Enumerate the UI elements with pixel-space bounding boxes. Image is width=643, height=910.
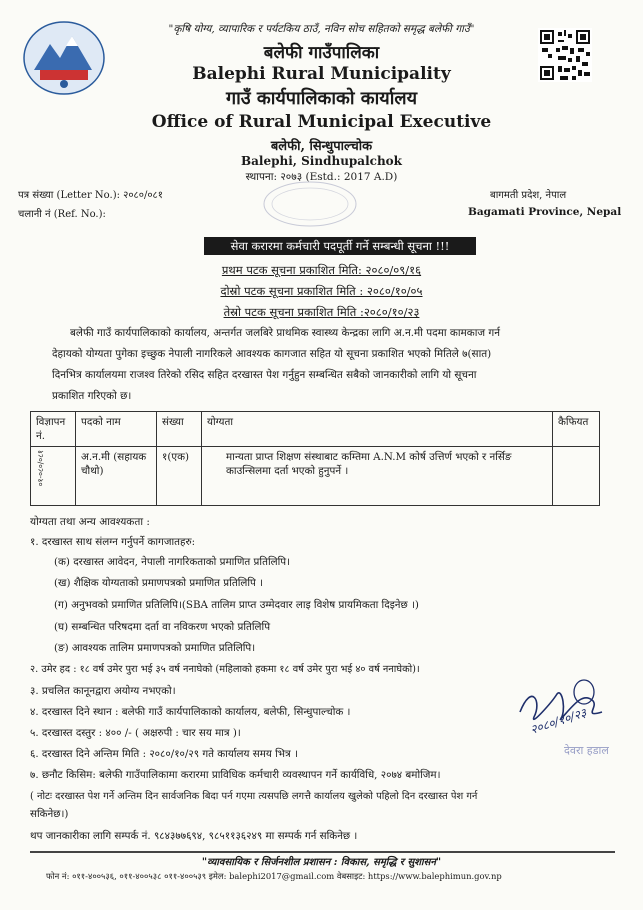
footer-divider xyxy=(30,851,615,853)
vacancy-table xyxy=(30,411,600,506)
remarks-cell xyxy=(553,447,600,506)
office-name-np: गाउँ कार्यपालिकाको कार्यालय xyxy=(225,88,418,109)
qualification-cell: मान्यता प्राप्त शिक्षण संस्थाबाट कम्तिमा A.N.M कोर्ष उत्तिर्ण भएको र नर्सिङ काउन्सिलमा दर्ता भएको हुनुपर्ने । xyxy=(202,447,553,506)
count-cell: १(एक) xyxy=(157,447,202,506)
first-publication-date: प्रथम पटक सूचना प्रकाशित मिति: २०८०/०९/१६ xyxy=(221,263,422,277)
column-header-qualification: योग्यता xyxy=(202,412,553,447)
contact-info: थप जानकारीका लागि सम्पर्क नं. ९८४३७७६९४, ९८५११३६२४९ मा सम्पर्क गर्न सकिनेछ । xyxy=(30,830,358,842)
requirement-item-3: ३. प्रचलित कानूनद्वारा अयोग्य नभएको। xyxy=(30,685,176,697)
document-item: (ङ) आवश्यक तालिम प्रमाणपत्रको प्रमाणित प्रतिलिपि। xyxy=(54,642,256,654)
column-header-remarks: कैफियत xyxy=(553,412,600,447)
municipality-name-en: Balephi Rural Municipality xyxy=(192,64,451,84)
column-header-ad-no: विज्ञापन नं. xyxy=(31,412,76,447)
reference-number: चलानी नं (Ref. No.): xyxy=(18,209,106,220)
document-item: (घ) सम्बन्धित परिषदमा दर्ता वा नविकरण भएको प्रतिलिपि xyxy=(54,621,271,633)
requirement-item-6: ६. दरखास्त दिने अन्तिम मिति : २०८०/१०/२९ गते कार्यालय समय भित्र । xyxy=(30,748,298,760)
note-line-1: ( नोटः दरखास्त पेश गर्ने अन्तिम दिन सार्वजनिक बिदा पर्न गएमा त्यसपछि लगत्तै कार्यालय खुलेको पहिलो दिन दरखास्त पेश गर्न xyxy=(30,791,478,802)
note-line-2: सकिनेछ।) xyxy=(30,808,69,820)
province-np: बागमती प्रदेश, नेपाल xyxy=(490,190,567,201)
requirement-item-7: ७. छनौट किसिम: बलेफी गाउँपालिकामा करारमा प्राविधिक कर्मचारी व्यवस्थापन गर्ने कार्यविधि, २०७४ बमोजिम। xyxy=(30,769,441,781)
address-en: Balephi, Sindhupalchok xyxy=(240,154,402,168)
stamp-text: देवरा हडाल xyxy=(564,744,609,757)
document-item: (ग) अनुभवको प्रमाणित प्रतिलिपि।(SBA तालिम प्राप्त उम्मेदवार लाइ विशेष प्रायमिकता दिइनेछ ।) xyxy=(54,599,419,611)
column-header-count: संख्या xyxy=(157,412,202,447)
notice-body-line: प्रकाशित गरिएको छ। xyxy=(52,390,132,402)
document-item: (क) दरखास्त आवेदन, नेपाली नागरिकताको प्रमाणित प्रतिलिपि। xyxy=(54,556,291,568)
province-en: Bagamati Province, Nepal xyxy=(468,206,622,218)
requirement-item-5: ५. दरखास्त दस्तुर : ४०० /- ( अक्षरुपी : चार सय मात्र )। xyxy=(30,727,241,739)
notice-body xyxy=(52,323,597,407)
notice-title: सेवा करारमा कर्मचारी पदपूर्ती गर्ने सम्बन्धी सूचना !!! xyxy=(204,237,476,255)
notice-body-line: देहायको योग्यता पुगेका इच्छुक नेपाली नागरिकले आवश्यक कागजात सहित यो सूचना प्रकाशित भएको मितिले ७(सात) xyxy=(52,348,492,360)
third-publication-date: तेस्रो पटक सूचना प्रकाशित मिति :२०८०/१०/२३ xyxy=(223,305,420,319)
letter-number: पत्र संख्या (Letter No.): २०८०/०८१ xyxy=(18,190,163,201)
signature-icon xyxy=(512,672,622,762)
table-header-row xyxy=(31,412,600,447)
established-date: स्थापना: २०७३ (Estd.: 2017 A.D) xyxy=(245,171,398,183)
ad-number: ०१-०८०/०८१ xyxy=(36,450,45,487)
address-np: बलेफी, सिन्धुपाल्चोक xyxy=(270,139,373,154)
footer-slogan: "व्यावसायिक र सिर्जनशील प्रशासन : विकास, समृद्धि र सुशासन" xyxy=(201,857,442,868)
requirement-item-4: ४. दरखास्त दिने स्थान : बलेफी गाउँ कार्यपालिकाको कार्यालय, बलेफी, सिन्धुपाल्चोक । xyxy=(30,706,351,718)
column-header-post: पदको नाम xyxy=(76,412,157,447)
municipality-name-np: बलेफी गाउँपालिका xyxy=(263,43,380,63)
post-cell: अ.न.मी (सहायक चौथो) xyxy=(76,447,157,506)
table-row xyxy=(31,447,600,506)
notice-body-line: बलेफी गाउँ कार्यपालिकाको कार्यालय, अन्तर्गत जलबिरे प्राथमिक स्वास्थ्य केन्द्रका लागि अ.न.मी पदमा कामकाज गर्न xyxy=(70,327,501,339)
document-item: (ख) शैक्षिक योग्यताको प्रमाणपत्रको प्रमाणित प्रतिलिपि । xyxy=(54,577,264,589)
requirement-item-2: २. उमेर हद : १८ वर्ष उमेर पुरा भई ३५ वर्ष ननाघेको (महिलाको हकमा १८ वर्ष उमेर पुरा भई ४० वर्ष ननाघेको)। xyxy=(30,664,420,675)
second-publication-date: दोस्रो पटक सूचना प्रकाशित मिति : २०८०/१०/०५ xyxy=(220,284,423,298)
requirement-item-1: १. दरखास्त साथ संलग्न गर्नुपर्ने कागजातहरु: xyxy=(30,536,196,548)
ad-number-cell xyxy=(31,447,76,506)
footer-contact: फोन नं: ०११-४००५३६, ०११-४००५३८ ०११-४००५३९ इमेल: balephi2017@gmail.com वेबसाइट: https://www.balephimun.gov.np xyxy=(46,871,502,881)
office-stamp-icon xyxy=(260,178,360,230)
office-name-en: Office of Rural Municipal Executive xyxy=(151,112,492,132)
signature-date: २०८०/१०/२३ xyxy=(528,705,589,737)
notice-body-line: दिनभित्र कार्यालयमा राजश्व तिरेको रसिद सहित दरखास्त पेश गर्नुहुन सम्बन्धित सबैको जानकारीको लागि यो सूचना xyxy=(52,369,477,381)
header-slogan: "कृषि योग्य, व्यापारिक र पर्यटकिय ठाउँ, नविन सोच सहितको समृद्ध बलेफी गाउँ" xyxy=(168,23,475,35)
requirements-heading: योग्यता तथा अन्य आवश्यकता : xyxy=(30,516,150,528)
